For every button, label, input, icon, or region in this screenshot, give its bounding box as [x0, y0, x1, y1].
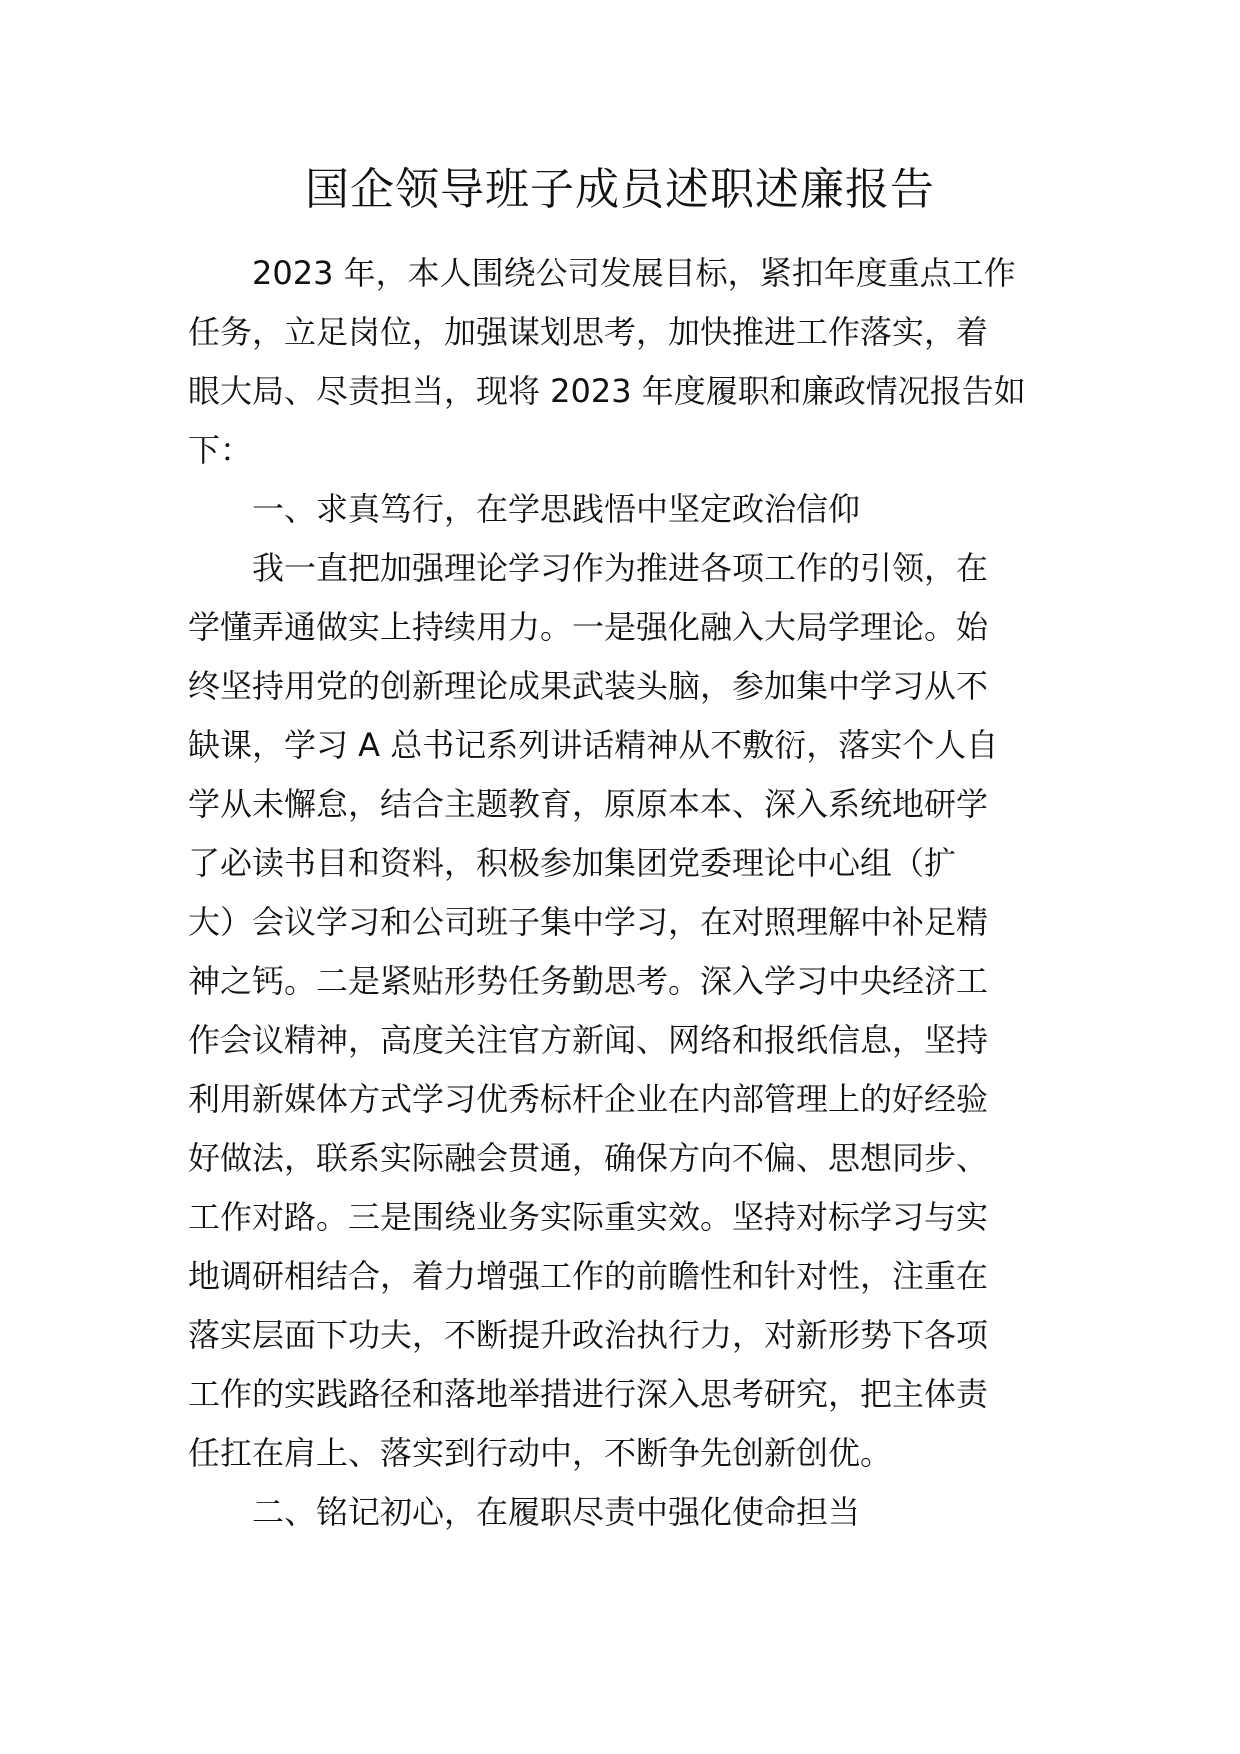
- section-heading: 一、求真笃行，在学思践悟中坚定政治信仰: [252, 490, 861, 528]
- paragraph-line: 任扛在肩上、落实到行动中，不断争先创新创优。: [188, 1434, 893, 1472]
- paragraph-line: 眼大局、尽责担当，现将 2023 年度履职和廉政情况报告如: [188, 372, 1026, 410]
- paragraph-line: 工作的实践路径和落地举措进行深入思考研究，把主体责: [188, 1375, 989, 1413]
- paragraph-line: 地调研相结合，着力增强工作的前瞻性和针对性，注重在: [188, 1257, 989, 1295]
- paragraph-line: 落实层面下功夫，不断提升政治执行力，对新形势下各项: [188, 1316, 989, 1354]
- paragraph-line: 学从未懈怠，结合主题教育，原原本本、深入系统地研学: [188, 785, 989, 823]
- paragraph-line: 下：: [188, 431, 253, 469]
- section-heading: 二、铭记初心，在履职尽责中强化使命担当: [252, 1493, 861, 1531]
- paragraph-line: 利用新媒体方式学习优秀标杆企业在内部管理上的好经验: [188, 1080, 989, 1118]
- paragraph-line: 大）会议学习和公司班子集中学习，在对照理解中补足精: [188, 903, 989, 941]
- paragraph-line: 任务，立足岗位，加强谋划思考，加快推进工作落实，着: [188, 313, 989, 351]
- paragraph-line: 2023 年，本人围绕公司发展目标，紧扣年度重点工作: [252, 254, 1016, 292]
- document-body: [188, 244, 1058, 1542]
- paragraph-line: 缺课，学习 A 总书记系列讲话精神从不敷衍，落实个人自: [188, 726, 999, 764]
- document-title: 国企领导班子成员述职述廉报告: [305, 164, 935, 215]
- paragraph-line: 我一直把加强理论学习作为推进各项工作的引领，在: [252, 549, 989, 587]
- paragraph-line: 了必读书目和资料，积极参加集团党委理论中心组（扩: [188, 844, 957, 882]
- paragraph-line: 作会议精神，高度关注官方新闻、网络和报纸信息，坚持: [188, 1021, 989, 1059]
- paragraph-line: 好做法，联系实际融会贯通，确保方向不偏、思想同步、: [188, 1139, 989, 1177]
- paragraph-line: 终坚持用党的创新理论成果武装头脑，参加集中学习从不: [188, 667, 989, 705]
- paragraph-line: 神之钙。二是紧贴形势任务勤思考。深入学习中央经济工: [188, 962, 989, 1000]
- paragraph-line: 工作对路。三是围绕业务实际重实效。坚持对标学习与实: [188, 1198, 989, 1236]
- paragraph-line: 学懂弄通做实上持续用力。一是强化融入大局学理论。始: [188, 608, 989, 646]
